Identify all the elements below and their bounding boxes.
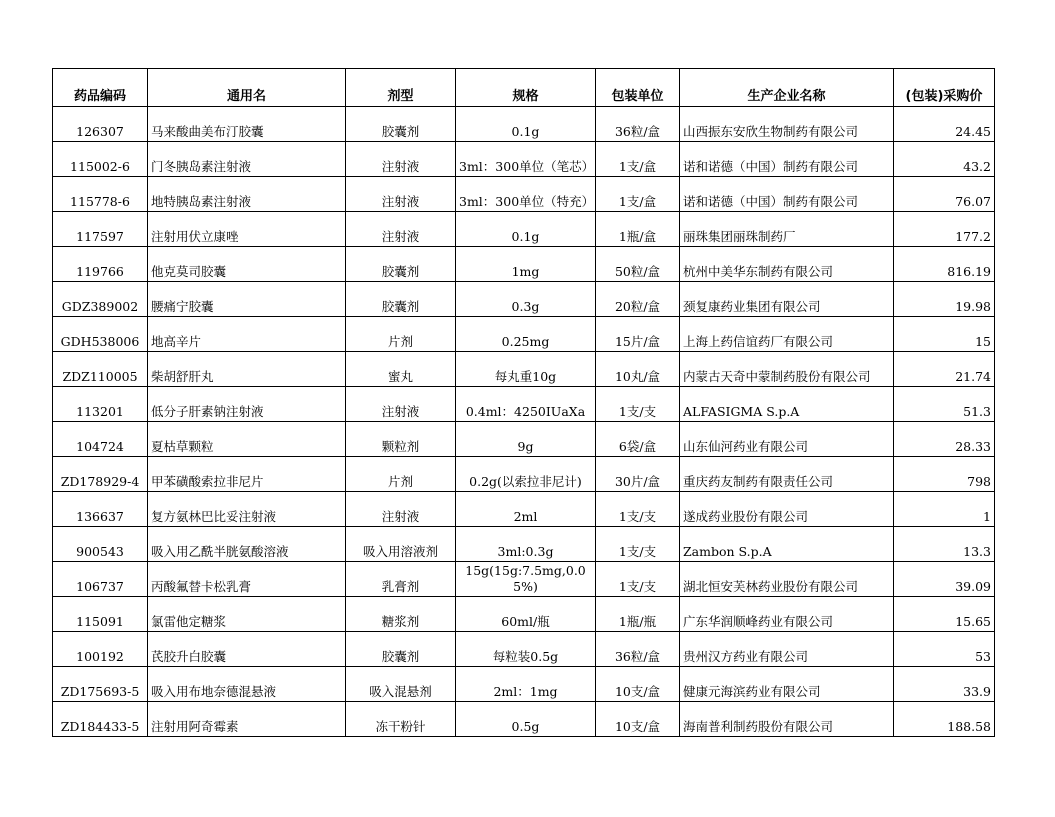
cell-pack-unit: 36粒/盒 [596, 107, 680, 142]
table-row [53, 387, 995, 422]
cell-manufacturer: 重庆药友制药有限责任公司 [680, 457, 894, 492]
cell-manufacturer: 内蒙古天奇中蒙制药股份有限公司 [680, 352, 894, 387]
column-header-spec: 规格 [456, 69, 596, 107]
cell-pack-unit: 1支/盒 [596, 177, 680, 212]
table-row [53, 492, 995, 527]
cell-purchase-price: 21.74 [894, 352, 995, 387]
cell-dosage-form: 胶囊剂 [346, 247, 456, 282]
cell-generic-name: 吸入用布地奈德混悬液 [148, 667, 346, 702]
column-header-purchase-price: (包装)采购价 [894, 69, 995, 107]
cell-manufacturer: 海南普利制药股份有限公司 [680, 702, 894, 737]
table-row [53, 562, 995, 597]
cell-spec: 0.5g [456, 702, 596, 737]
cell-generic-name: 甲苯磺酸索拉非尼片 [148, 457, 346, 492]
cell-pack-unit: 50粒/盒 [596, 247, 680, 282]
cell-spec: 1mg [456, 247, 596, 282]
table-row [53, 142, 995, 177]
table-row [53, 352, 995, 387]
cell-code: ZD175693-5 [53, 667, 148, 702]
cell-pack-unit: 1支/支 [596, 387, 680, 422]
cell-spec: 每丸重10g [456, 352, 596, 387]
cell-dosage-form: 胶囊剂 [346, 632, 456, 667]
cell-code: ZD178929-4 [53, 457, 148, 492]
cell-code: 115002-6 [53, 142, 148, 177]
cell-code: 117597 [53, 212, 148, 247]
cell-code: GDH538006 [53, 317, 148, 352]
table-row [53, 317, 995, 352]
cell-code: 119766 [53, 247, 148, 282]
drug-price-table [52, 68, 995, 737]
cell-purchase-price: 19.98 [894, 282, 995, 317]
table-row [53, 177, 995, 212]
cell-manufacturer: 健康元海滨药业有限公司 [680, 667, 894, 702]
cell-pack-unit: 10支/盒 [596, 702, 680, 737]
table-row [53, 527, 995, 562]
cell-generic-name: 马来酸曲美布汀胶囊 [148, 107, 346, 142]
cell-purchase-price: 24.45 [894, 107, 995, 142]
cell-spec: 0.2g(以索拉非尼计) [456, 457, 596, 492]
cell-pack-unit: 1瓶/盒 [596, 212, 680, 247]
cell-code: ZD184433-5 [53, 702, 148, 737]
cell-generic-name: 地高辛片 [148, 317, 346, 352]
table-row [53, 107, 995, 142]
cell-purchase-price: 51.3 [894, 387, 995, 422]
cell-generic-name: 地特胰岛素注射液 [148, 177, 346, 212]
cell-spec: 0.4ml：4250IUaXa [456, 387, 596, 422]
column-header-generic-name: 通用名 [148, 69, 346, 107]
cell-dosage-form: 片剂 [346, 317, 456, 352]
cell-pack-unit: 6袋/盒 [596, 422, 680, 457]
cell-spec: 0.1g [456, 212, 596, 247]
cell-dosage-form: 片剂 [346, 457, 456, 492]
cell-pack-unit: 1瓶/瓶 [596, 597, 680, 632]
table-row [53, 422, 995, 457]
cell-generic-name: 柴胡舒肝丸 [148, 352, 346, 387]
table-row [53, 597, 995, 632]
cell-manufacturer: 贵州汉方药业有限公司 [680, 632, 894, 667]
cell-purchase-price: 76.07 [894, 177, 995, 212]
column-header-dosage-form: 剂型 [346, 69, 456, 107]
cell-manufacturer: 杭州中美华东制药有限公司 [680, 247, 894, 282]
cell-pack-unit: 15片/盒 [596, 317, 680, 352]
cell-code: GDZ389002 [53, 282, 148, 317]
cell-pack-unit: 1支/盒 [596, 142, 680, 177]
cell-spec: 2ml [456, 492, 596, 527]
cell-dosage-form: 吸入用溶液剂 [346, 527, 456, 562]
cell-pack-unit: 10丸/盒 [596, 352, 680, 387]
cell-purchase-price: 15 [894, 317, 995, 352]
column-header-manufacturer: 生产企业名称 [680, 69, 894, 107]
cell-manufacturer: 颈复康药业集团有限公司 [680, 282, 894, 317]
cell-manufacturer: 山东仙河药业有限公司 [680, 422, 894, 457]
cell-spec: 9g [456, 422, 596, 457]
cell-generic-name: 低分子肝素钠注射液 [148, 387, 346, 422]
cell-code: 115091 [53, 597, 148, 632]
cell-generic-name: 丙酸氟替卡松乳膏 [148, 562, 346, 597]
cell-generic-name: 他克莫司胶囊 [148, 247, 346, 282]
cell-manufacturer: 上海上药信谊药厂有限公司 [680, 317, 894, 352]
header-row [53, 69, 995, 107]
cell-pack-unit: 30片/盒 [596, 457, 680, 492]
cell-pack-unit: 10支/盒 [596, 667, 680, 702]
cell-dosage-form: 冻干粉针 [346, 702, 456, 737]
cell-manufacturer: 诺和诺德（中国）制药有限公司 [680, 142, 894, 177]
cell-dosage-form: 注射液 [346, 142, 456, 177]
table-row [53, 667, 995, 702]
cell-spec: 每粒装0.5g [456, 632, 596, 667]
cell-spec: 3ml：300单位（特充） [456, 177, 596, 212]
cell-generic-name: 注射用阿奇霉素 [148, 702, 346, 737]
cell-purchase-price: 33.9 [894, 667, 995, 702]
cell-code: ZDZ110005 [53, 352, 148, 387]
cell-manufacturer: 山西振东安欣生物制药有限公司 [680, 107, 894, 142]
table-row [53, 247, 995, 282]
cell-manufacturer: 丽珠集团丽珠制药厂 [680, 212, 894, 247]
cell-generic-name: 复方氨林巴比妥注射液 [148, 492, 346, 527]
table-row [53, 457, 995, 492]
cell-code: 136637 [53, 492, 148, 527]
cell-dosage-form: 注射液 [346, 212, 456, 247]
cell-manufacturer: Zambon S.p.A [680, 527, 894, 562]
table-header [53, 69, 995, 107]
cell-code: 115778-6 [53, 177, 148, 212]
cell-pack-unit: 36粒/盒 [596, 632, 680, 667]
cell-code: 113201 [53, 387, 148, 422]
cell-spec: 60ml/瓶 [456, 597, 596, 632]
cell-dosage-form: 胶囊剂 [346, 282, 456, 317]
cell-dosage-form: 注射液 [346, 177, 456, 212]
cell-generic-name: 注射用伏立康唑 [148, 212, 346, 247]
cell-pack-unit: 1支/支 [596, 527, 680, 562]
cell-purchase-price: 188.58 [894, 702, 995, 737]
cell-purchase-price: 177.2 [894, 212, 995, 247]
cell-code: 126307 [53, 107, 148, 142]
cell-purchase-price: 1 [894, 492, 995, 527]
cell-purchase-price: 816.19 [894, 247, 995, 282]
cell-generic-name: 吸入用乙酰半胱氨酸溶液 [148, 527, 346, 562]
cell-purchase-price: 39.09 [894, 562, 995, 597]
cell-dosage-form: 糖浆剂 [346, 597, 456, 632]
table-row [53, 632, 995, 667]
cell-pack-unit: 1支/支 [596, 562, 680, 597]
cell-spec: 2ml：1mg [456, 667, 596, 702]
cell-code: 104724 [53, 422, 148, 457]
cell-spec: 0.1g [456, 107, 596, 142]
cell-purchase-price: 43.2 [894, 142, 995, 177]
cell-spec: 0.25mg [456, 317, 596, 352]
cell-manufacturer: 诺和诺德（中国）制药有限公司 [680, 177, 894, 212]
cell-generic-name: 门冬胰岛素注射液 [148, 142, 346, 177]
cell-generic-name: 氯雷他定糖浆 [148, 597, 346, 632]
cell-dosage-form: 颗粒剂 [346, 422, 456, 457]
table-body [53, 107, 995, 737]
cell-purchase-price: 53 [894, 632, 995, 667]
cell-spec: 3ml：300单位（笔芯） [456, 142, 596, 177]
cell-generic-name: 芪胶升白胶囊 [148, 632, 346, 667]
cell-dosage-form: 吸入混悬剂 [346, 667, 456, 702]
cell-spec: 3ml:0.3g [456, 527, 596, 562]
cell-pack-unit: 20粒/盒 [596, 282, 680, 317]
drug-price-sheet [52, 68, 994, 737]
column-header-code: 药品编码 [53, 69, 148, 107]
cell-dosage-form: 注射液 [346, 492, 456, 527]
cell-manufacturer: ALFASIGMA S.p.A [680, 387, 894, 422]
cell-purchase-price: 798 [894, 457, 995, 492]
cell-manufacturer: 湖北恒安芙林药业股份有限公司 [680, 562, 894, 597]
cell-generic-name: 夏枯草颗粒 [148, 422, 346, 457]
cell-dosage-form: 注射液 [346, 387, 456, 422]
cell-dosage-form: 胶囊剂 [346, 107, 456, 142]
cell-pack-unit: 1支/支 [596, 492, 680, 527]
cell-purchase-price: 15.65 [894, 597, 995, 632]
cell-spec: 0.3g [456, 282, 596, 317]
table-row [53, 702, 995, 737]
cell-code: 900543 [53, 527, 148, 562]
cell-dosage-form: 乳膏剂 [346, 562, 456, 597]
cell-purchase-price: 13.3 [894, 527, 995, 562]
cell-dosage-form: 蜜丸 [346, 352, 456, 387]
table-row [53, 212, 995, 247]
cell-code: 100192 [53, 632, 148, 667]
cell-code: 106737 [53, 562, 148, 597]
column-header-pack-unit: 包装单位 [596, 69, 680, 107]
cell-manufacturer: 遂成药业股份有限公司 [680, 492, 894, 527]
cell-manufacturer: 广东华润顺峰药业有限公司 [680, 597, 894, 632]
table-row [53, 282, 995, 317]
cell-spec: 15g(15g:7.5mg,0.05%) [456, 562, 596, 597]
cell-purchase-price: 28.33 [894, 422, 995, 457]
cell-generic-name: 腰痛宁胶囊 [148, 282, 346, 317]
